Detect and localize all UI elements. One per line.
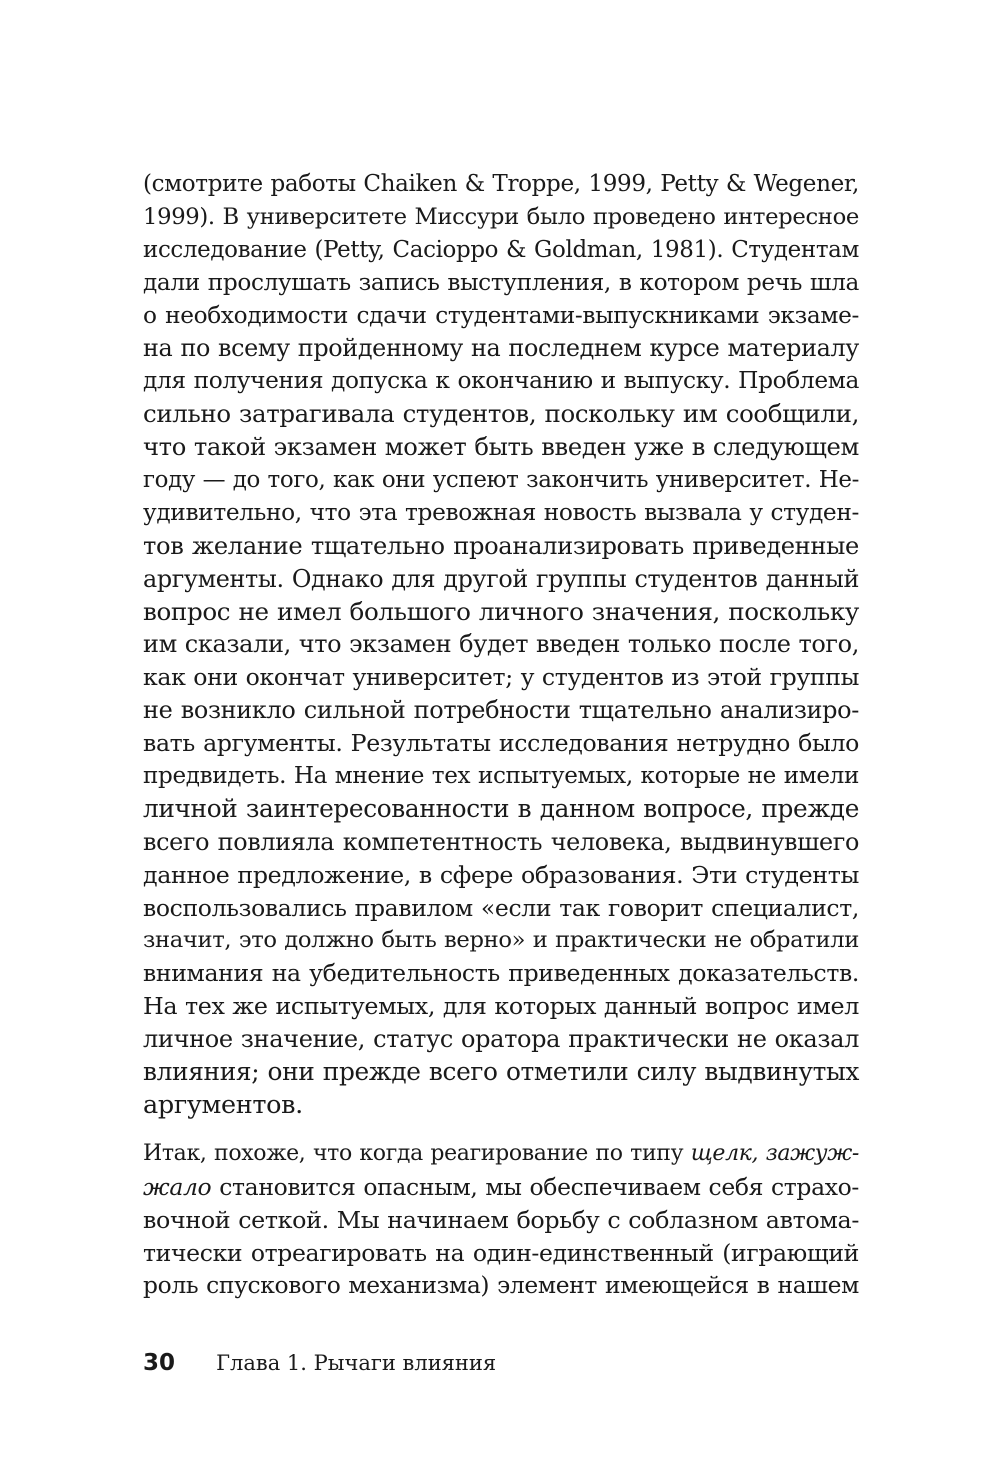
italic-text: щелк, зажуж- [690,1140,859,1166]
text-line: (смотрите работы Chaiken & Troppe, 1999, Petty & Wegener, [143,171,859,197]
text-line: о необходимости сдачи студентами-выпускниками экзаме- [143,301,859,329]
text-segment: Итак, похоже, что когда реагирование по типу [143,1140,691,1166]
text-line: внимания на убедительность приведенных доказательств. [143,959,859,988]
paragraph-2 [143,1138,859,1302]
text-line [143,1269,859,1302]
text-line: личное значение, статус оратора практически не оказал [143,1025,859,1054]
text-line: не возникло сильной потребности тщательно анализиро- [143,696,859,725]
text-line: удивительно, что эта тревожная новость вызвала у студен- [143,498,859,526]
text-line: данное предложение, в сфере образования. Эти студенты [143,860,859,889]
text-line: вать аргументы. Результаты исследования нетрудно было [143,729,859,758]
text-line: предвидеть. На мнение тех испытуемых, которые не имели [143,763,859,790]
text-line: аргументы. Однако для другой группы студентов данный [143,564,859,593]
text-line: 1999). В университете Миссури было проведено интересное [143,203,859,230]
text-line: вопрос не имел большого личного значения, поскольку [143,596,859,626]
body-text [143,168,859,1302]
page-footer [143,1342,496,1382]
running-head: Глава 1. Рычаги влияния [216,1350,497,1375]
text-line [143,1171,859,1204]
text-line: дали прослушать запись выступления, в котором речь шла [143,268,859,296]
italic-text: жало [143,1172,212,1201]
text-line: тов желание тщательно проанализировать приведенные [143,531,859,560]
text-line: На тех же испытуемых, для которых данный вопрос имел [143,992,859,1021]
text-line [143,1204,859,1237]
text-segment: вочной сеткой. Мы начинаем борьбу с соблазном автома- [143,1205,859,1234]
text-line: сильно затрагивала студентов, поскольку им сообщили, [143,399,859,429]
text-line: для получения допуска к окончанию и выпуску. Проблема [143,367,859,395]
text-line: им сказали, что экзамен будет введен только после того, [143,630,859,659]
text-line: исследование (Petty, Cacioppo & Goldman, 1981). Студентам [143,236,859,263]
paragraph-gap [143,1122,859,1138]
text-line: году — до того, как они успеют закончить университет. Не- [143,467,859,494]
text-line: воспользовались правилом «если так говорит специалист, [143,893,859,922]
text-line: как они окончат университет; у студентов из этой группы [143,663,859,692]
paragraph-1 [143,168,859,1122]
text-line [143,1237,859,1270]
text-segment: становится опасным, мы обеспечиваем себя страхо- [211,1172,859,1201]
text-line: на по всему пройденному на последнем курсе материалу [143,334,859,363]
text-line: личной заинтересованности в данном вопросе, прежде [143,793,859,823]
text-line: влияния; они прежде всего отметили силу выдвинутых [143,1057,859,1087]
page-number: 30 [143,1349,176,1376]
text-segment: тически отреагировать на один-единственный (играющий [143,1238,859,1267]
text-line: всего повлияла компетентность человека, выдвинувшего [143,827,859,856]
text-line: что такой экзамен может быть введен уже в следующем [143,433,859,462]
text-line [143,1138,859,1171]
text-line: аргументов. [143,1089,303,1120]
text-line: значит, это должно быть верно» и практически не обратили [143,927,859,954]
text-segment: роль спускового механизма) элемент имеющейся в нашем [143,1271,859,1300]
